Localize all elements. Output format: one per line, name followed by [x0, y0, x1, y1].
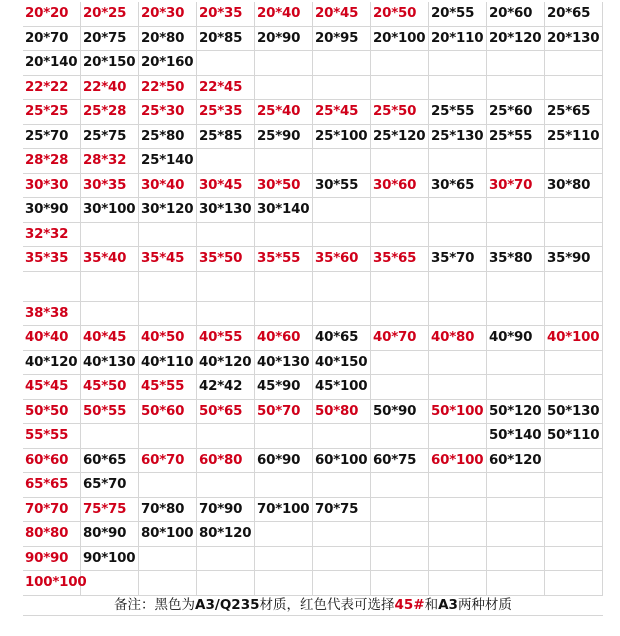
- table-cell: [371, 498, 429, 523]
- table-cell: [197, 571, 255, 596]
- table-cell: 20*70: [23, 27, 81, 52]
- table-cell: 30*140: [255, 198, 313, 223]
- table-cell: [313, 473, 371, 498]
- table-cell: 25*35: [197, 100, 255, 125]
- table-cell: 20*140: [23, 51, 81, 76]
- table-row: [23, 571, 603, 596]
- table-cell: 35*90: [545, 247, 603, 272]
- table-cell: [545, 272, 603, 302]
- table-cell: [487, 149, 545, 174]
- table-cell: 20*55: [429, 2, 487, 27]
- table-cell: [313, 198, 371, 223]
- table-cell: 60*90: [255, 449, 313, 474]
- table-cell: 22*45: [197, 76, 255, 101]
- table-cell: 32*32: [23, 223, 81, 248]
- table-row: [23, 522, 603, 547]
- table-cell: [545, 76, 603, 101]
- table-cell: 80*90: [81, 522, 139, 547]
- table-cell: [81, 272, 139, 302]
- table-cell: 30*30: [23, 174, 81, 199]
- table-cell: [197, 272, 255, 302]
- table-cell: 25*40: [255, 100, 313, 125]
- table-cell: 25*75: [81, 125, 139, 150]
- table-cell: 45*55: [139, 375, 197, 400]
- table-cell: 50*110: [545, 424, 603, 449]
- table-cell: [429, 424, 487, 449]
- table-cell: [255, 51, 313, 76]
- table-cell: [197, 547, 255, 572]
- table-cell: [545, 473, 603, 498]
- table-cell: 42*42: [197, 375, 255, 400]
- table-cell: [371, 149, 429, 174]
- table-cell: 35*35: [23, 247, 81, 272]
- table-cell: 75*75: [81, 498, 139, 523]
- table-cell: [545, 51, 603, 76]
- table-cell: 30*120: [139, 198, 197, 223]
- table-cell: [197, 424, 255, 449]
- table-cell: 25*65: [545, 100, 603, 125]
- table-cell: 40*50: [139, 326, 197, 351]
- table-cell: 60*65: [81, 449, 139, 474]
- table-cell: 20*40: [255, 2, 313, 27]
- table-cell: 35*45: [139, 247, 197, 272]
- table-cell: [255, 547, 313, 572]
- table-cell: 40*130: [81, 351, 139, 376]
- table-cell: 20*65: [545, 2, 603, 27]
- table-cell: 65*70: [81, 473, 139, 498]
- table-cell: 22*50: [139, 76, 197, 101]
- table-cell: 30*45: [197, 174, 255, 199]
- table-cell: [545, 449, 603, 474]
- table-cell: [371, 351, 429, 376]
- footnote: [23, 594, 603, 616]
- table-cell: [371, 375, 429, 400]
- table-cell: [371, 547, 429, 572]
- table-cell: 50*80: [313, 400, 371, 425]
- table-cell: 90*90: [23, 547, 81, 572]
- table-cell: [429, 51, 487, 76]
- table-cell: [487, 522, 545, 547]
- table-cell: [545, 375, 603, 400]
- note-prefix: 备注：黑色为: [114, 597, 196, 613]
- table-cell: 40*100: [545, 326, 603, 351]
- table-cell: [429, 302, 487, 327]
- table-cell: 50*100: [429, 400, 487, 425]
- table-cell: [487, 302, 545, 327]
- table-cell: [313, 223, 371, 248]
- table-cell: [371, 571, 429, 596]
- table-row: [23, 100, 603, 125]
- table-cell: 40*65: [313, 326, 371, 351]
- table-cell: 40*60: [255, 326, 313, 351]
- table-cell: 60*80: [197, 449, 255, 474]
- table-cell: [487, 76, 545, 101]
- table-cell: 60*100: [429, 449, 487, 474]
- table-cell: [429, 149, 487, 174]
- table-cell: 20*30: [139, 2, 197, 27]
- table-cell: 25*45: [313, 100, 371, 125]
- table-cell: [545, 223, 603, 248]
- table-cell: 25*28: [81, 100, 139, 125]
- table-cell: [487, 473, 545, 498]
- table-cell: 30*130: [197, 198, 255, 223]
- table-row: [23, 449, 603, 474]
- table-cell: 20*90: [255, 27, 313, 52]
- table-cell: 20*80: [139, 27, 197, 52]
- table-row: [23, 2, 603, 27]
- table-row: [23, 223, 603, 248]
- table-cell: [545, 149, 603, 174]
- table-cell: 40*150: [313, 351, 371, 376]
- table-cell: 20*35: [197, 2, 255, 27]
- table-row: [23, 198, 603, 223]
- table-row: [23, 302, 603, 327]
- table-cell: [313, 547, 371, 572]
- table-cell: 20*110: [429, 27, 487, 52]
- table-row: [23, 547, 603, 572]
- table-cell: 35*60: [313, 247, 371, 272]
- table-cell: [545, 302, 603, 327]
- table-cell: [545, 351, 603, 376]
- table-row: [23, 424, 603, 449]
- table-cell: 80*100: [139, 522, 197, 547]
- table-cell: [255, 522, 313, 547]
- table-cell: [371, 198, 429, 223]
- table-cell: 25*110: [545, 125, 603, 150]
- table-cell: 45*100: [313, 375, 371, 400]
- table-cell: 40*70: [371, 326, 429, 351]
- table-cell: 70*70: [23, 498, 81, 523]
- table-cell: [429, 198, 487, 223]
- table-cell: 38*38: [23, 302, 81, 327]
- table-cell: [371, 76, 429, 101]
- table-cell: [313, 302, 371, 327]
- table-cell: 20*100: [371, 27, 429, 52]
- table-cell: [371, 473, 429, 498]
- table-cell: 35*80: [487, 247, 545, 272]
- table-cell: 25*70: [23, 125, 81, 150]
- table-cell: 55*55: [23, 424, 81, 449]
- table-cell: [139, 473, 197, 498]
- table-cell: [255, 571, 313, 596]
- table-cell: [429, 498, 487, 523]
- table-cell: [545, 547, 603, 572]
- table-cell: [545, 498, 603, 523]
- table-cell: 20*120: [487, 27, 545, 52]
- table-cell: 25*130: [429, 125, 487, 150]
- table-cell: [81, 571, 139, 596]
- table-row: [23, 400, 603, 425]
- table-row: [23, 375, 603, 400]
- table-cell: 35*65: [371, 247, 429, 272]
- table-cell: 35*70: [429, 247, 487, 272]
- table-cell: 60*100: [313, 449, 371, 474]
- table-cell: 20*45: [313, 2, 371, 27]
- table-cell: [255, 473, 313, 498]
- table-cell: [487, 198, 545, 223]
- table-cell: [545, 198, 603, 223]
- table-cell: 50*50: [23, 400, 81, 425]
- table-cell: 50*140: [487, 424, 545, 449]
- table-cell: [545, 522, 603, 547]
- table-cell: 30*55: [313, 174, 371, 199]
- table-cell: [197, 223, 255, 248]
- table-cell: 20*50: [371, 2, 429, 27]
- table-cell: 45*90: [255, 375, 313, 400]
- table-cell: [429, 375, 487, 400]
- table-cell: 28*28: [23, 149, 81, 174]
- table-row: [23, 125, 603, 150]
- table-cell: [487, 223, 545, 248]
- table-cell: 70*90: [197, 498, 255, 523]
- table-cell: 60*60: [23, 449, 81, 474]
- table-cell: 30*70: [487, 174, 545, 199]
- table-row: [23, 272, 603, 302]
- table-cell: [81, 223, 139, 248]
- table-cell: [371, 51, 429, 76]
- table-row: [23, 174, 603, 199]
- table-cell: [371, 522, 429, 547]
- table-cell: [197, 149, 255, 174]
- table-cell: [429, 522, 487, 547]
- table-cell: [197, 51, 255, 76]
- table-cell: [487, 351, 545, 376]
- table-cell: 90*100: [81, 547, 139, 572]
- table-cell: 22*40: [81, 76, 139, 101]
- table-cell: 30*90: [23, 198, 81, 223]
- table-cell: 28*32: [81, 149, 139, 174]
- table-cell: 50*130: [545, 400, 603, 425]
- table-cell: [139, 302, 197, 327]
- table-cell: 40*120: [197, 351, 255, 376]
- table-cell: 20*150: [81, 51, 139, 76]
- table-cell: [545, 571, 603, 596]
- table-cell: 40*120: [23, 351, 81, 376]
- table-cell: [487, 272, 545, 302]
- table-cell: 40*130: [255, 351, 313, 376]
- table-cell: 25*140: [139, 149, 197, 174]
- table-cell: [487, 498, 545, 523]
- table-cell: 60*70: [139, 449, 197, 474]
- table-cell: [487, 375, 545, 400]
- table-cell: [23, 272, 81, 302]
- table-cell: 20*130: [545, 27, 603, 52]
- table-cell: [429, 223, 487, 248]
- table-cell: [429, 272, 487, 302]
- table-cell: 35*50: [197, 247, 255, 272]
- table-cell: 70*80: [139, 498, 197, 523]
- table-cell: 35*40: [81, 247, 139, 272]
- table-row: [23, 498, 603, 523]
- table-cell: 70*75: [313, 498, 371, 523]
- table-cell: 60*120: [487, 449, 545, 474]
- table-cell: [429, 571, 487, 596]
- table-cell: 40*110: [139, 351, 197, 376]
- note-conj: 和: [424, 597, 439, 613]
- table-cell: 40*45: [81, 326, 139, 351]
- table-cell: 40*40: [23, 326, 81, 351]
- table-cell: 25*85: [197, 125, 255, 150]
- table-cell: [313, 571, 371, 596]
- table-cell: 30*60: [371, 174, 429, 199]
- table-cell: 65*65: [23, 473, 81, 498]
- table-cell: [313, 51, 371, 76]
- table-cell: 20*75: [81, 27, 139, 52]
- table-cell: 80*120: [197, 522, 255, 547]
- table-cell: 40*80: [429, 326, 487, 351]
- table-cell: 50*60: [139, 400, 197, 425]
- table-row: [23, 247, 603, 272]
- note-suffix: 两种材质: [457, 597, 512, 613]
- table-cell: [487, 547, 545, 572]
- table-cell: [313, 522, 371, 547]
- table-cell: 45*45: [23, 375, 81, 400]
- table-cell: 30*50: [255, 174, 313, 199]
- table-cell: 20*60: [487, 2, 545, 27]
- table-row: [23, 149, 603, 174]
- table-cell: 60*75: [371, 449, 429, 474]
- table-cell: [139, 223, 197, 248]
- table-cell: [429, 76, 487, 101]
- table-cell: [139, 547, 197, 572]
- table-cell: [429, 351, 487, 376]
- table-cell: [255, 149, 313, 174]
- table-cell: [197, 302, 255, 327]
- table-cell: 30*40: [139, 174, 197, 199]
- note-middle: 材质，红色代表可选择: [259, 597, 395, 613]
- table-cell: 25*120: [371, 125, 429, 150]
- table-cell: [313, 272, 371, 302]
- table-cell: 40*90: [487, 326, 545, 351]
- table-cell: [371, 302, 429, 327]
- note-material-a3q235: A3/Q235: [195, 597, 260, 613]
- table-cell: 30*65: [429, 174, 487, 199]
- table-cell: 25*30: [139, 100, 197, 125]
- table-cell: 40*55: [197, 326, 255, 351]
- table-cell: 100*100: [23, 571, 81, 596]
- note-material-a3: A3: [438, 597, 458, 613]
- table-cell: 25*25: [23, 100, 81, 125]
- table-cell: [371, 424, 429, 449]
- table-cell: 25*50: [371, 100, 429, 125]
- table-cell: [255, 223, 313, 248]
- table-cell: 80*80: [23, 522, 81, 547]
- table-cell: [429, 473, 487, 498]
- table-cell: [255, 272, 313, 302]
- table-cell: [371, 223, 429, 248]
- table-cell: 30*80: [545, 174, 603, 199]
- table-cell: 25*60: [487, 100, 545, 125]
- table-cell: 25*100: [313, 125, 371, 150]
- table-row: [23, 51, 603, 76]
- table-cell: [255, 302, 313, 327]
- table-cell: 25*80: [139, 125, 197, 150]
- table-cell: 30*100: [81, 198, 139, 223]
- table-cell: 25*55: [429, 100, 487, 125]
- table-cell: 30*35: [81, 174, 139, 199]
- table-row: [23, 326, 603, 351]
- table-cell: [139, 571, 197, 596]
- table-cell: [139, 424, 197, 449]
- table-cell: [81, 302, 139, 327]
- table-row: [23, 473, 603, 498]
- table-cell: 22*22: [23, 76, 81, 101]
- table-cell: [313, 149, 371, 174]
- table-cell: 35*55: [255, 247, 313, 272]
- table-cell: 20*25: [81, 2, 139, 27]
- table-cell: [197, 473, 255, 498]
- table-cell: 50*65: [197, 400, 255, 425]
- table-cell: 50*120: [487, 400, 545, 425]
- table-cell: [429, 547, 487, 572]
- table-cell: 50*55: [81, 400, 139, 425]
- table-cell: 20*85: [197, 27, 255, 52]
- table-row: [23, 351, 603, 376]
- table-cell: 45*50: [81, 375, 139, 400]
- table-cell: 20*95: [313, 27, 371, 52]
- table-cell: [255, 424, 313, 449]
- table-cell: [371, 272, 429, 302]
- table-cell: 50*90: [371, 400, 429, 425]
- table-cell: 20*160: [139, 51, 197, 76]
- table-cell: [487, 571, 545, 596]
- table-cell: 25*90: [255, 125, 313, 150]
- table-cell: 20*20: [23, 2, 81, 27]
- table-cell: [81, 424, 139, 449]
- table-cell: 50*70: [255, 400, 313, 425]
- table-row: [23, 27, 603, 52]
- table-cell: [139, 272, 197, 302]
- table-cell: [255, 76, 313, 101]
- note-material-45: 45#: [394, 597, 425, 613]
- table-cell: [313, 424, 371, 449]
- table-cell: [487, 51, 545, 76]
- table-cell: [313, 76, 371, 101]
- table-cell: 25*55: [487, 125, 545, 150]
- table-cell: 70*100: [255, 498, 313, 523]
- table-row: [23, 76, 603, 101]
